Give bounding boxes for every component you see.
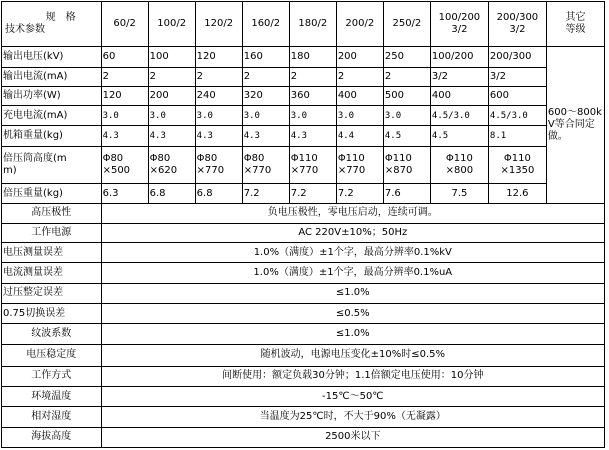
row-value: 3.0 (101, 106, 148, 125)
other-grade-note: 600～800kV等合同定做。 (546, 46, 604, 203)
span-label: 工作方式 (2, 366, 102, 386)
row-value (383, 146, 430, 184)
span-label: 高压极性 (2, 203, 102, 223)
row-value: 200 (148, 87, 195, 106)
row-value: 6.8 (148, 184, 195, 203)
row-value: 4.5 (383, 125, 430, 146)
row-value: 320 (242, 87, 289, 106)
header-model: 160/2 (242, 2, 289, 47)
span-row (2, 407, 605, 427)
header-row (2, 2, 605, 47)
row-value: 2 (383, 67, 430, 86)
header-other-grade (546, 2, 604, 47)
row-value-line: ×770 (196, 165, 225, 177)
row-label-line: m) (3, 165, 17, 177)
span-row (2, 387, 605, 407)
row-value: 7.2 (242, 184, 289, 203)
header-corner-cell (2, 2, 102, 47)
span-value: 1.0%（满度）±1个字，最高分辨率0.1%kV (101, 243, 604, 263)
row-value: 180 (289, 46, 336, 67)
row-value: 4.3 (195, 125, 242, 146)
span-row (2, 303, 605, 323)
span-row (2, 344, 605, 366)
row-value: 3.0 (242, 106, 289, 125)
spec-row (2, 184, 605, 203)
header-model (430, 2, 488, 47)
row-value-line: Φ80 (102, 153, 124, 165)
row-value-line: ×620 (149, 165, 178, 177)
span-label: 过压整定误差 (2, 283, 102, 303)
row-value (242, 146, 289, 184)
row-value-line: Φ110 (384, 153, 412, 165)
header-corner-top: 规格 (45, 11, 86, 23)
row-label: 充电电流(mA) (2, 106, 102, 125)
spec-row (2, 125, 605, 146)
row-label: 输出电流(mA) (2, 67, 102, 86)
row-value: 250 (383, 46, 430, 67)
row-value-line: ×770 (243, 165, 272, 177)
row-value: 3.0 (289, 106, 336, 125)
span-value: 随机波动，电源电压变化±10%时≤0.5% (101, 344, 604, 366)
row-value: 2 (336, 67, 383, 86)
row-value: 2 (101, 67, 148, 86)
span-label: 海拔高度 (2, 427, 102, 447)
row-value: 4.5/3.0 (488, 106, 546, 125)
header-model (488, 2, 546, 47)
span-label: 电压稳定度 (2, 344, 102, 366)
span-row (2, 243, 605, 263)
row-value: 100 (148, 46, 195, 67)
row-value: 600 (488, 87, 546, 106)
row-value: 8.1 (488, 125, 546, 146)
row-value: 6.8 (195, 184, 242, 203)
span-label: 电压测量误差 (2, 243, 102, 263)
row-value: 400 (430, 87, 488, 106)
row-value: 2 (242, 67, 289, 86)
row-value (289, 146, 336, 184)
row-value: 3.0 (383, 106, 430, 125)
header-model-line: 100/200 (438, 11, 481, 23)
row-value-line: ×770 (290, 165, 319, 177)
row-value: 240 (195, 87, 242, 106)
header-model-line: 3/2 (451, 23, 468, 35)
row-value: 7.5 (430, 184, 488, 203)
row-value-line: ×870 (384, 165, 413, 177)
header-model: 120/2 (195, 2, 242, 47)
row-label-line: 倍压筒高度(m (3, 153, 67, 165)
header-model: 200/2 (336, 2, 383, 47)
row-value: 3/2 (488, 67, 546, 86)
row-value (430, 146, 488, 184)
header-other-line1: 其它 (565, 11, 586, 23)
span-value: 1.0%（满度）±1个字，最高分辨率0.1%uA (101, 263, 604, 283)
row-value: 120 (101, 87, 148, 106)
header-model: 180/2 (289, 2, 336, 47)
span-value: 当温度为25℃时，不大于90%（无凝露） (101, 407, 604, 427)
header-corner-bottom: 技术参数 (5, 23, 45, 35)
span-value: 间断使用：额定负载30分钟；1.1倍额定电压使用：10分钟 (101, 366, 604, 386)
row-value-line: Φ80 (196, 153, 218, 165)
row-value (195, 146, 242, 184)
spec-row (2, 67, 605, 86)
row-value-line: ×1350 (500, 165, 535, 177)
row-value: 7.2 (289, 184, 336, 203)
row-value: 3.0 (336, 106, 383, 125)
row-value: 4.3 (101, 125, 148, 146)
span-value: ≤1.0% (101, 283, 604, 303)
row-value: 4.5/3.0 (430, 106, 488, 125)
header-other-line2: 等级 (565, 23, 586, 35)
row-label: 输出电压(kV) (2, 46, 102, 67)
spec-row (2, 46, 605, 67)
span-row (2, 366, 605, 386)
row-value: 4.5 (430, 125, 488, 146)
row-value: 500 (383, 87, 430, 106)
row-value: 2 (195, 67, 242, 86)
span-value: 负电压极性，零电压启动，连续可调。 (101, 203, 604, 223)
row-value: 4.4 (336, 125, 383, 146)
span-row (2, 324, 605, 344)
row-value-line: Φ80 (149, 153, 171, 165)
row-value: 200/300 (488, 46, 546, 67)
row-value: 12.6 (488, 184, 546, 203)
span-label: 电流测量误差 (2, 263, 102, 283)
row-value-line: Φ80 (243, 153, 265, 165)
header-model: 250/2 (383, 2, 430, 47)
spec-table (1, 1, 605, 448)
row-label (2, 146, 102, 184)
span-row (2, 283, 605, 303)
row-value-line: ×800 (445, 165, 474, 177)
row-value: 2 (289, 67, 336, 86)
span-row (2, 263, 605, 283)
row-value: 200 (336, 46, 383, 67)
row-value-line: Φ110 (337, 153, 365, 165)
row-value: 2 (148, 67, 195, 86)
row-value: 360 (289, 87, 336, 106)
row-value: 6.3 (101, 184, 148, 203)
span-value: ≤1.0% (101, 324, 604, 344)
header-model-line: 200/300 (496, 11, 539, 23)
row-value (148, 146, 195, 184)
span-label: 环境温度 (2, 387, 102, 407)
row-value: 120 (195, 46, 242, 67)
row-value (101, 146, 148, 184)
spec-row (2, 87, 605, 106)
spec-table-body (2, 2, 605, 448)
row-value-line: Φ110 (290, 153, 318, 165)
span-label: 相对湿度 (2, 407, 102, 427)
row-value: 160 (242, 46, 289, 67)
row-value-line: ×770 (337, 165, 366, 177)
span-row (2, 427, 605, 447)
spec-row (2, 106, 605, 125)
row-value-line: Φ110 (445, 153, 473, 165)
row-label: 输出功率(W) (2, 87, 102, 106)
row-value: 3.0 (195, 106, 242, 125)
row-value-line: ×500 (102, 165, 131, 177)
row-value: 7.2 (336, 184, 383, 203)
span-label: 工作电源 (2, 223, 102, 242)
row-value: 3/2 (430, 67, 488, 86)
row-label: 机箱重量(kg) (2, 125, 102, 146)
span-value: ≤0.5% (101, 303, 604, 323)
row-value: 4.3 (148, 125, 195, 146)
span-label: 纹波系数 (2, 324, 102, 344)
span-value: AC 220V±10%；50Hz (101, 223, 604, 242)
row-value: 7.6 (383, 184, 430, 203)
row-value: 4.3 (242, 125, 289, 146)
row-value: 60 (101, 46, 148, 67)
spec-row (2, 146, 605, 184)
row-value-line: Φ110 (503, 153, 531, 165)
row-value: 3.0 (148, 106, 195, 125)
row-label: 倍压重量(kg) (2, 184, 102, 203)
row-value: 100/200 (430, 46, 488, 67)
span-value: 2500米以下 (101, 427, 604, 447)
row-value (488, 146, 546, 184)
row-value: 4.3 (289, 125, 336, 146)
span-row (2, 223, 605, 242)
span-label: 0.75切换误差 (2, 303, 102, 323)
header-model-line: 3/2 (509, 23, 526, 35)
header-model: 60/2 (101, 2, 148, 47)
row-value: 400 (336, 87, 383, 106)
row-value (336, 146, 383, 184)
span-value: -15℃～50℃ (101, 387, 604, 407)
span-row (2, 203, 605, 223)
header-model: 100/2 (148, 2, 195, 47)
